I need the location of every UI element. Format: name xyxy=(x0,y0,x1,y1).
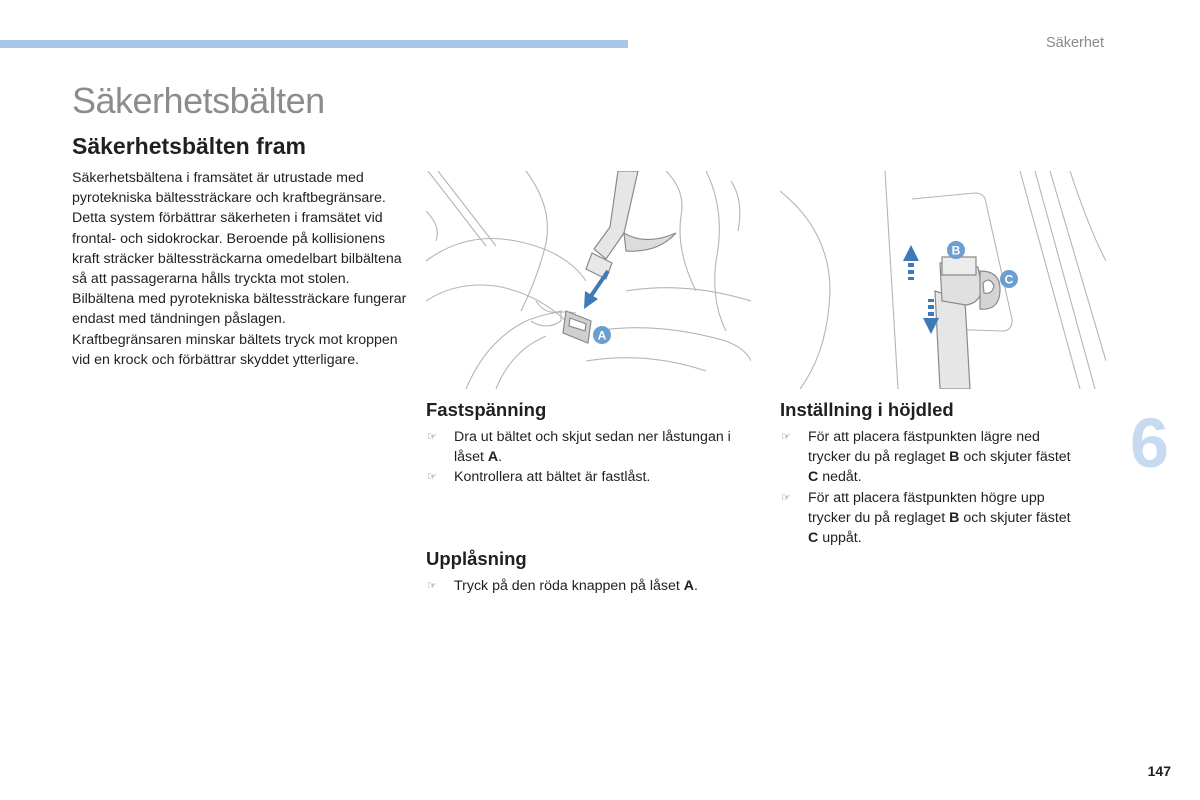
header-accent-bar xyxy=(0,40,628,48)
list-item: ☞ Tryck på den röda knappen på låset A. xyxy=(426,576,756,596)
intro-paragraph: Kraftbegränsaren minskar bältets tryck mot kroppen vid en krock och förbättrar skyddet ytterligare. xyxy=(72,331,398,368)
hojdled-list xyxy=(780,427,1080,548)
pointing-hand-icon: ☞ xyxy=(781,491,791,504)
intro-paragraph: Säkerhetsbältena i framsätet är utrustade med pyrotekniska bältessträckare och kraftbegränsare. xyxy=(72,170,386,207)
upplasning-list xyxy=(426,576,756,596)
height-adjust-illustration xyxy=(780,171,1106,389)
fastspanning-heading: Fastspänning xyxy=(426,399,547,420)
callout-c-label: C xyxy=(1004,272,1014,287)
callout-a-label: A xyxy=(597,328,607,343)
pointing-hand-icon: ☞ xyxy=(427,431,437,443)
list-item: ☞ För att placera fästpunkten högre upp trycker du på reglaget B och skjuter fästet C uppåt. xyxy=(781,489,1071,547)
intro-paragraph: Bilbältena med pyrotekniska bältessträckare fungerar endast med tändningen påslagen. xyxy=(72,291,407,328)
pointing-hand-icon: ☞ xyxy=(427,580,437,592)
fastspanning-list xyxy=(426,427,756,488)
page-number: 147 xyxy=(1147,763,1171,779)
section-label: Säkerhet xyxy=(1045,35,1104,51)
callout-a-icon xyxy=(593,326,611,344)
section-subtitle: Säkerhetsbälten fram xyxy=(72,133,306,159)
callout-b-icon xyxy=(947,241,965,259)
list-item: ☞ Kontrollera att bältet är fastlåst. xyxy=(426,467,756,487)
pointing-hand-icon: ☞ xyxy=(427,471,437,484)
buckle-illustration xyxy=(426,171,751,389)
chapter-number: 6 xyxy=(1130,404,1169,482)
intro-text xyxy=(72,168,407,370)
callout-b-label: B xyxy=(951,243,961,258)
upplasning-heading: Upplåsning xyxy=(426,548,527,569)
hojdled-heading: Inställning i höjdled xyxy=(780,399,954,420)
page-title: Säkerhetsbälten xyxy=(72,80,325,121)
list-item: ☞ För att placera fästpunkten lägre ned trycker du på reglaget B och skjuter fästet C nedåt. xyxy=(781,429,1071,486)
callout-c-icon xyxy=(1000,270,1018,288)
pointing-hand-icon: ☞ xyxy=(781,431,791,443)
list-item: ☞ Dra ut bältet och skjut sedan ner låstungan i låset A. xyxy=(427,429,731,466)
intro-paragraph: Detta system förbättrar säkerheten i framsätet vid frontal- och sidokrockar. Beroende på kollisionens kraft sträcker bältessträckarna omedelbart bilbältena så att passagerarna hålls tryckta mot stolen. xyxy=(72,210,402,288)
